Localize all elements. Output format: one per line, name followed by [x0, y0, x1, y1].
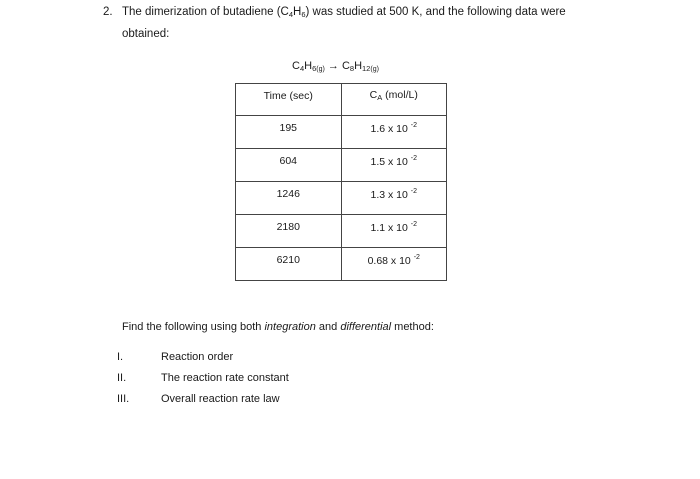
conc-mantissa: 1.1 x 10 [370, 221, 411, 234]
table-row [236, 215, 447, 248]
reactant-h: H [304, 60, 313, 72]
conc-cell [341, 182, 447, 215]
time-value: 604 [279, 155, 298, 167]
time-cell [236, 149, 342, 182]
list-numeral: II. [117, 372, 127, 384]
conc-mantissa: 1.3 x 10 [370, 188, 411, 201]
header-conc-unit: (mol/L) [382, 89, 418, 101]
time-value: 195 [279, 122, 298, 134]
reactant-state: (g) [316, 66, 325, 73]
instruction-text [122, 321, 434, 333]
instruction-prefix: Find the following using both [122, 321, 265, 333]
data-table [235, 83, 447, 281]
question-text-suffix: ) was studied at 500 K, and the following data were [305, 6, 566, 18]
list-text: The reaction rate constant [161, 372, 289, 384]
list-numeral: I. [117, 351, 124, 363]
time-cell [236, 182, 342, 215]
formula-subscript: 4 [288, 10, 294, 19]
time-cell [236, 248, 342, 281]
question-text-line2: obtained: [122, 28, 170, 40]
list-text: Reaction order [161, 351, 234, 363]
table-row [236, 182, 447, 215]
conc-exponent: -2 [413, 253, 420, 261]
time-value: 1246 [276, 188, 300, 200]
header-conc-c: C [369, 89, 378, 101]
conc-cell [341, 248, 447, 281]
question-number: 2. [103, 6, 113, 18]
reaction-arrow-icon: → [327, 60, 339, 72]
conc-value [368, 254, 420, 267]
header-time-label: Time (sec) [263, 89, 313, 102]
conc-cell [341, 215, 447, 248]
instruction-italic-differential: differential [340, 321, 392, 333]
formula-h: H [293, 6, 302, 18]
header-concentration [341, 84, 447, 116]
formula-subscript: 6 [301, 10, 306, 19]
header-concentration-label [370, 89, 418, 102]
conc-cell [341, 116, 447, 149]
conc-value [370, 155, 417, 168]
conc-exponent: -2 [410, 187, 417, 195]
conc-value [370, 188, 417, 201]
product-c: C [341, 60, 350, 72]
conc-value [370, 122, 417, 135]
time-cell [236, 215, 342, 248]
product-state: (g) [370, 66, 379, 73]
conc-value [370, 221, 417, 234]
table-row [236, 116, 447, 149]
reactant-c: C [292, 60, 300, 72]
conc-exponent: -2 [410, 220, 417, 228]
question-text-prefix: The dimerization of butadiene (C [122, 6, 289, 18]
instruction-middle: and [315, 321, 341, 333]
list-text: Overall reaction rate law [161, 393, 280, 405]
instruction-suffix: method: [391, 321, 434, 333]
time-value: 6210 [276, 254, 300, 266]
time-value: 2180 [276, 221, 300, 233]
conc-mantissa: 1.5 x 10 [370, 155, 411, 168]
header-conc-subscript: A [377, 93, 383, 102]
product-c-subscript: 8 [349, 64, 355, 73]
conc-exponent: -2 [410, 154, 417, 162]
table-row [236, 248, 447, 281]
conc-cell [341, 149, 447, 182]
table-row [236, 149, 447, 182]
product-h: H [354, 60, 363, 72]
conc-mantissa: 1.6 x 10 [370, 122, 411, 135]
header-time [236, 84, 342, 116]
instruction-italic-integration: integration [264, 321, 316, 333]
product-h-subscript: 12 [362, 64, 371, 73]
reactant-c-subscript: 4 [299, 64, 305, 73]
table-header-row [236, 84, 447, 116]
time-cell [236, 116, 342, 149]
list-numeral: III. [117, 393, 130, 405]
reactant-h-subscript: 6 [312, 64, 317, 73]
conc-mantissa: 0.68 x 10 [367, 254, 414, 267]
conc-exponent: -2 [410, 121, 417, 129]
question-text-line1 [122, 6, 566, 19]
